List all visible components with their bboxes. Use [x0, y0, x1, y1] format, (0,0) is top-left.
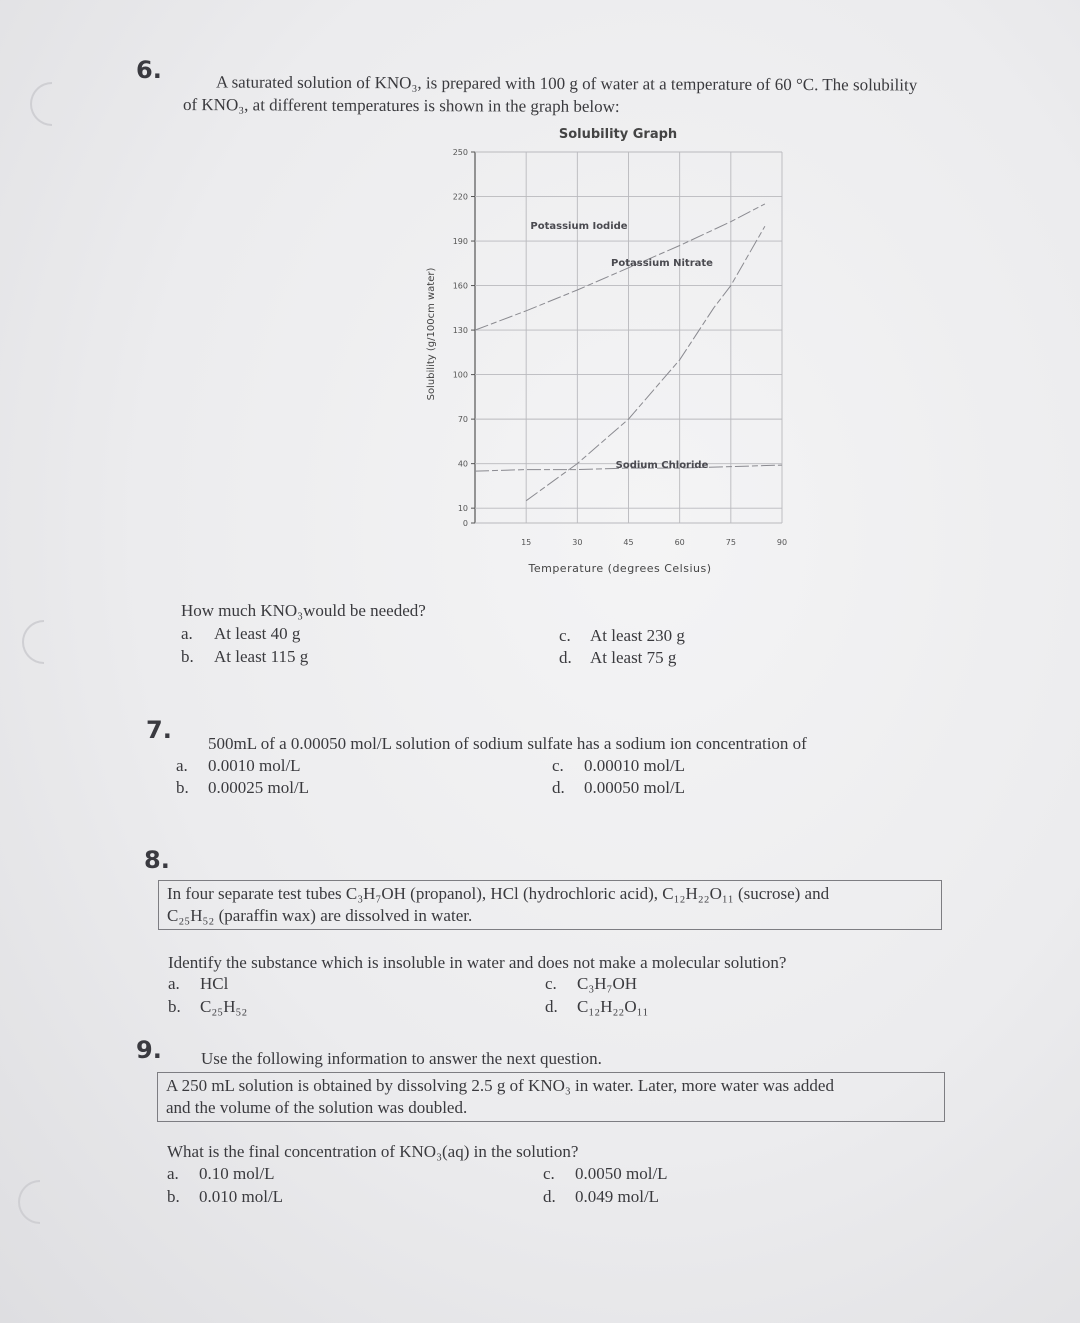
option-letter: b. — [181, 647, 194, 666]
question-6-option-b[interactable] — [181, 647, 308, 667]
option-text: 0.00025 mol/L — [208, 778, 310, 797]
option-letter: a. — [176, 756, 188, 775]
chart-x-tick-label: 60 — [674, 538, 685, 547]
question-8-option-a[interactable] — [168, 974, 228, 994]
chart-y-axis-label: Solubility (g/100cm water) — [426, 267, 437, 401]
option-text: 0.0050 mol/L — [575, 1164, 668, 1183]
question-9-option-a[interactable] — [167, 1164, 275, 1184]
option-letter: c. — [543, 1164, 555, 1183]
question-6-number: 6. — [136, 56, 162, 84]
binder-mark-bottom — [18, 1180, 40, 1224]
chart-x-tick-label: 30 — [572, 538, 583, 547]
question-8-info-line-1: In four separate test tubes C₃H₇OH (propanol), HCl (hydrochloric acid), C₁₂H₂₂O₁₁ (sucrose) and — [167, 884, 830, 903]
option-letter: c. — [559, 626, 571, 645]
question-7-option-a[interactable] — [176, 756, 301, 776]
chart-title: Solubility Graph — [558, 127, 678, 142]
question-6-option-d[interactable] — [559, 648, 676, 668]
option-text: At least 230 g — [590, 626, 685, 645]
chart-series-label-sodium-chloride: Sodium Chloride — [615, 460, 709, 471]
question-9-number: 9. — [136, 1036, 162, 1064]
question-7-option-c[interactable] — [552, 756, 685, 776]
option-letter: d. — [559, 648, 572, 667]
option-text: C₂₅H₅₂ — [200, 997, 248, 1016]
question-7-number: 7. — [146, 716, 172, 744]
chart-x-tick-label: 15 — [521, 538, 532, 547]
option-letter: d. — [543, 1187, 556, 1206]
question-6-line-2: of KNO₃, at different temperatures is shown in the graph below: — [182, 95, 620, 116]
option-text: At least 40 g — [214, 624, 301, 643]
question-6-option-c[interactable] — [559, 626, 685, 646]
question-8-option-d[interactable] — [545, 997, 648, 1017]
option-text: HCl — [200, 974, 229, 993]
question-6-option-a[interactable] — [181, 624, 300, 644]
chart-x-tick-label: 75 — [725, 538, 736, 547]
option-text: At least 115 g — [214, 647, 309, 666]
question-9-prompt: What is the final concentration of KNO₃(aq) in the solution? — [167, 1142, 579, 1161]
option-text: 0.10 mol/L — [199, 1164, 275, 1183]
question-6-prompt: How much KNO₃would be needed? — [181, 601, 426, 620]
chart-y-tick-label: 130 — [452, 326, 468, 336]
question-8-info-line-2: C₂₅H₅₂ (paraffin wax) are dissolved in water. — [167, 906, 473, 925]
option-text: C₃H₇OH — [577, 974, 638, 993]
option-text: 0.010 mol/L — [199, 1187, 284, 1206]
chart-series-label-potassium-nitrate: Potassium Nitrate — [611, 258, 713, 269]
solubility-chart — [410, 116, 790, 586]
option-letter: b. — [168, 997, 181, 1016]
chart-y-tick-label: 70 — [457, 415, 468, 425]
option-text: 0.00010 mol/L — [584, 756, 686, 775]
question-8-option-b[interactable] — [168, 997, 247, 1017]
question-6-line-1: A saturated solution of KNO₃, is prepared with 100 g of water at a temperature of 60 °C. The solubility — [215, 72, 918, 95]
option-letter: d. — [552, 778, 565, 797]
option-letter: a. — [167, 1164, 179, 1183]
question-9-intro: Use the following information to answer the next question. — [201, 1049, 602, 1068]
question-9-info-box — [157, 1072, 945, 1122]
option-letter: b. — [167, 1187, 180, 1206]
chart-y-tick-label: 160 — [452, 281, 468, 291]
option-letter: a. — [181, 624, 193, 643]
question-7-prompt: 500mL of a 0.00050 mol/L solution of sodium sulfate has a sodium ion concentration of — [208, 734, 807, 753]
binder-mark-middle — [22, 620, 44, 664]
chart-y-tick-label: 0 — [462, 519, 468, 528]
question-8-info-box — [158, 880, 942, 930]
chart-x-tick-label: 45 — [623, 538, 634, 547]
question-8-prompt: Identify the substance which is insoluble in water and does not make a molecular solution? — [168, 953, 787, 972]
chart-x-tick-label: 90 — [776, 538, 788, 547]
chart-y-tick-label: 250 — [452, 148, 468, 157]
option-text: At least 75 g — [590, 648, 677, 667]
chart-y-tick-label: 40 — [457, 459, 468, 469]
chart-series-label-potassium-iodide: Potassium Iodide — [530, 221, 628, 232]
option-letter: c. — [545, 974, 557, 993]
question-9-option-c[interactable] — [543, 1164, 668, 1184]
option-letter: d. — [545, 997, 558, 1016]
option-letter: a. — [168, 974, 180, 993]
question-9-info-line-1: A 250 mL solution is obtained by dissolving 2.5 g of KNO₃ in water. Later, more water was added — [166, 1076, 834, 1095]
option-letter: c. — [552, 756, 564, 775]
question-9-option-d[interactable] — [543, 1187, 659, 1207]
question-7-option-d[interactable] — [552, 778, 685, 798]
question-9-info-line-2: and the volume of the solution was doubled. — [166, 1098, 468, 1117]
chart-y-tick-label: 100 — [452, 370, 468, 380]
chart-y-tick-label: 10 — [457, 504, 468, 514]
option-letter: b. — [176, 778, 189, 797]
binder-mark-top — [30, 82, 52, 126]
option-text: 0.0010 mol/L — [208, 756, 301, 775]
option-text: C₁₂H₂₂O₁₁ — [577, 997, 649, 1016]
question-9-option-b[interactable] — [167, 1187, 283, 1207]
question-8-number: 8. — [144, 846, 170, 874]
chart-y-tick-label: 220 — [452, 192, 468, 202]
option-text: 0.00050 mol/L — [584, 778, 686, 797]
question-8-option-c[interactable] — [545, 974, 637, 994]
chart-y-tick-label: 190 — [452, 237, 468, 247]
chart-x-axis-label: Temperature (degrees Celsius) — [528, 562, 712, 575]
question-7-option-b[interactable] — [176, 778, 309, 798]
option-text: 0.049 mol/L — [575, 1187, 660, 1206]
